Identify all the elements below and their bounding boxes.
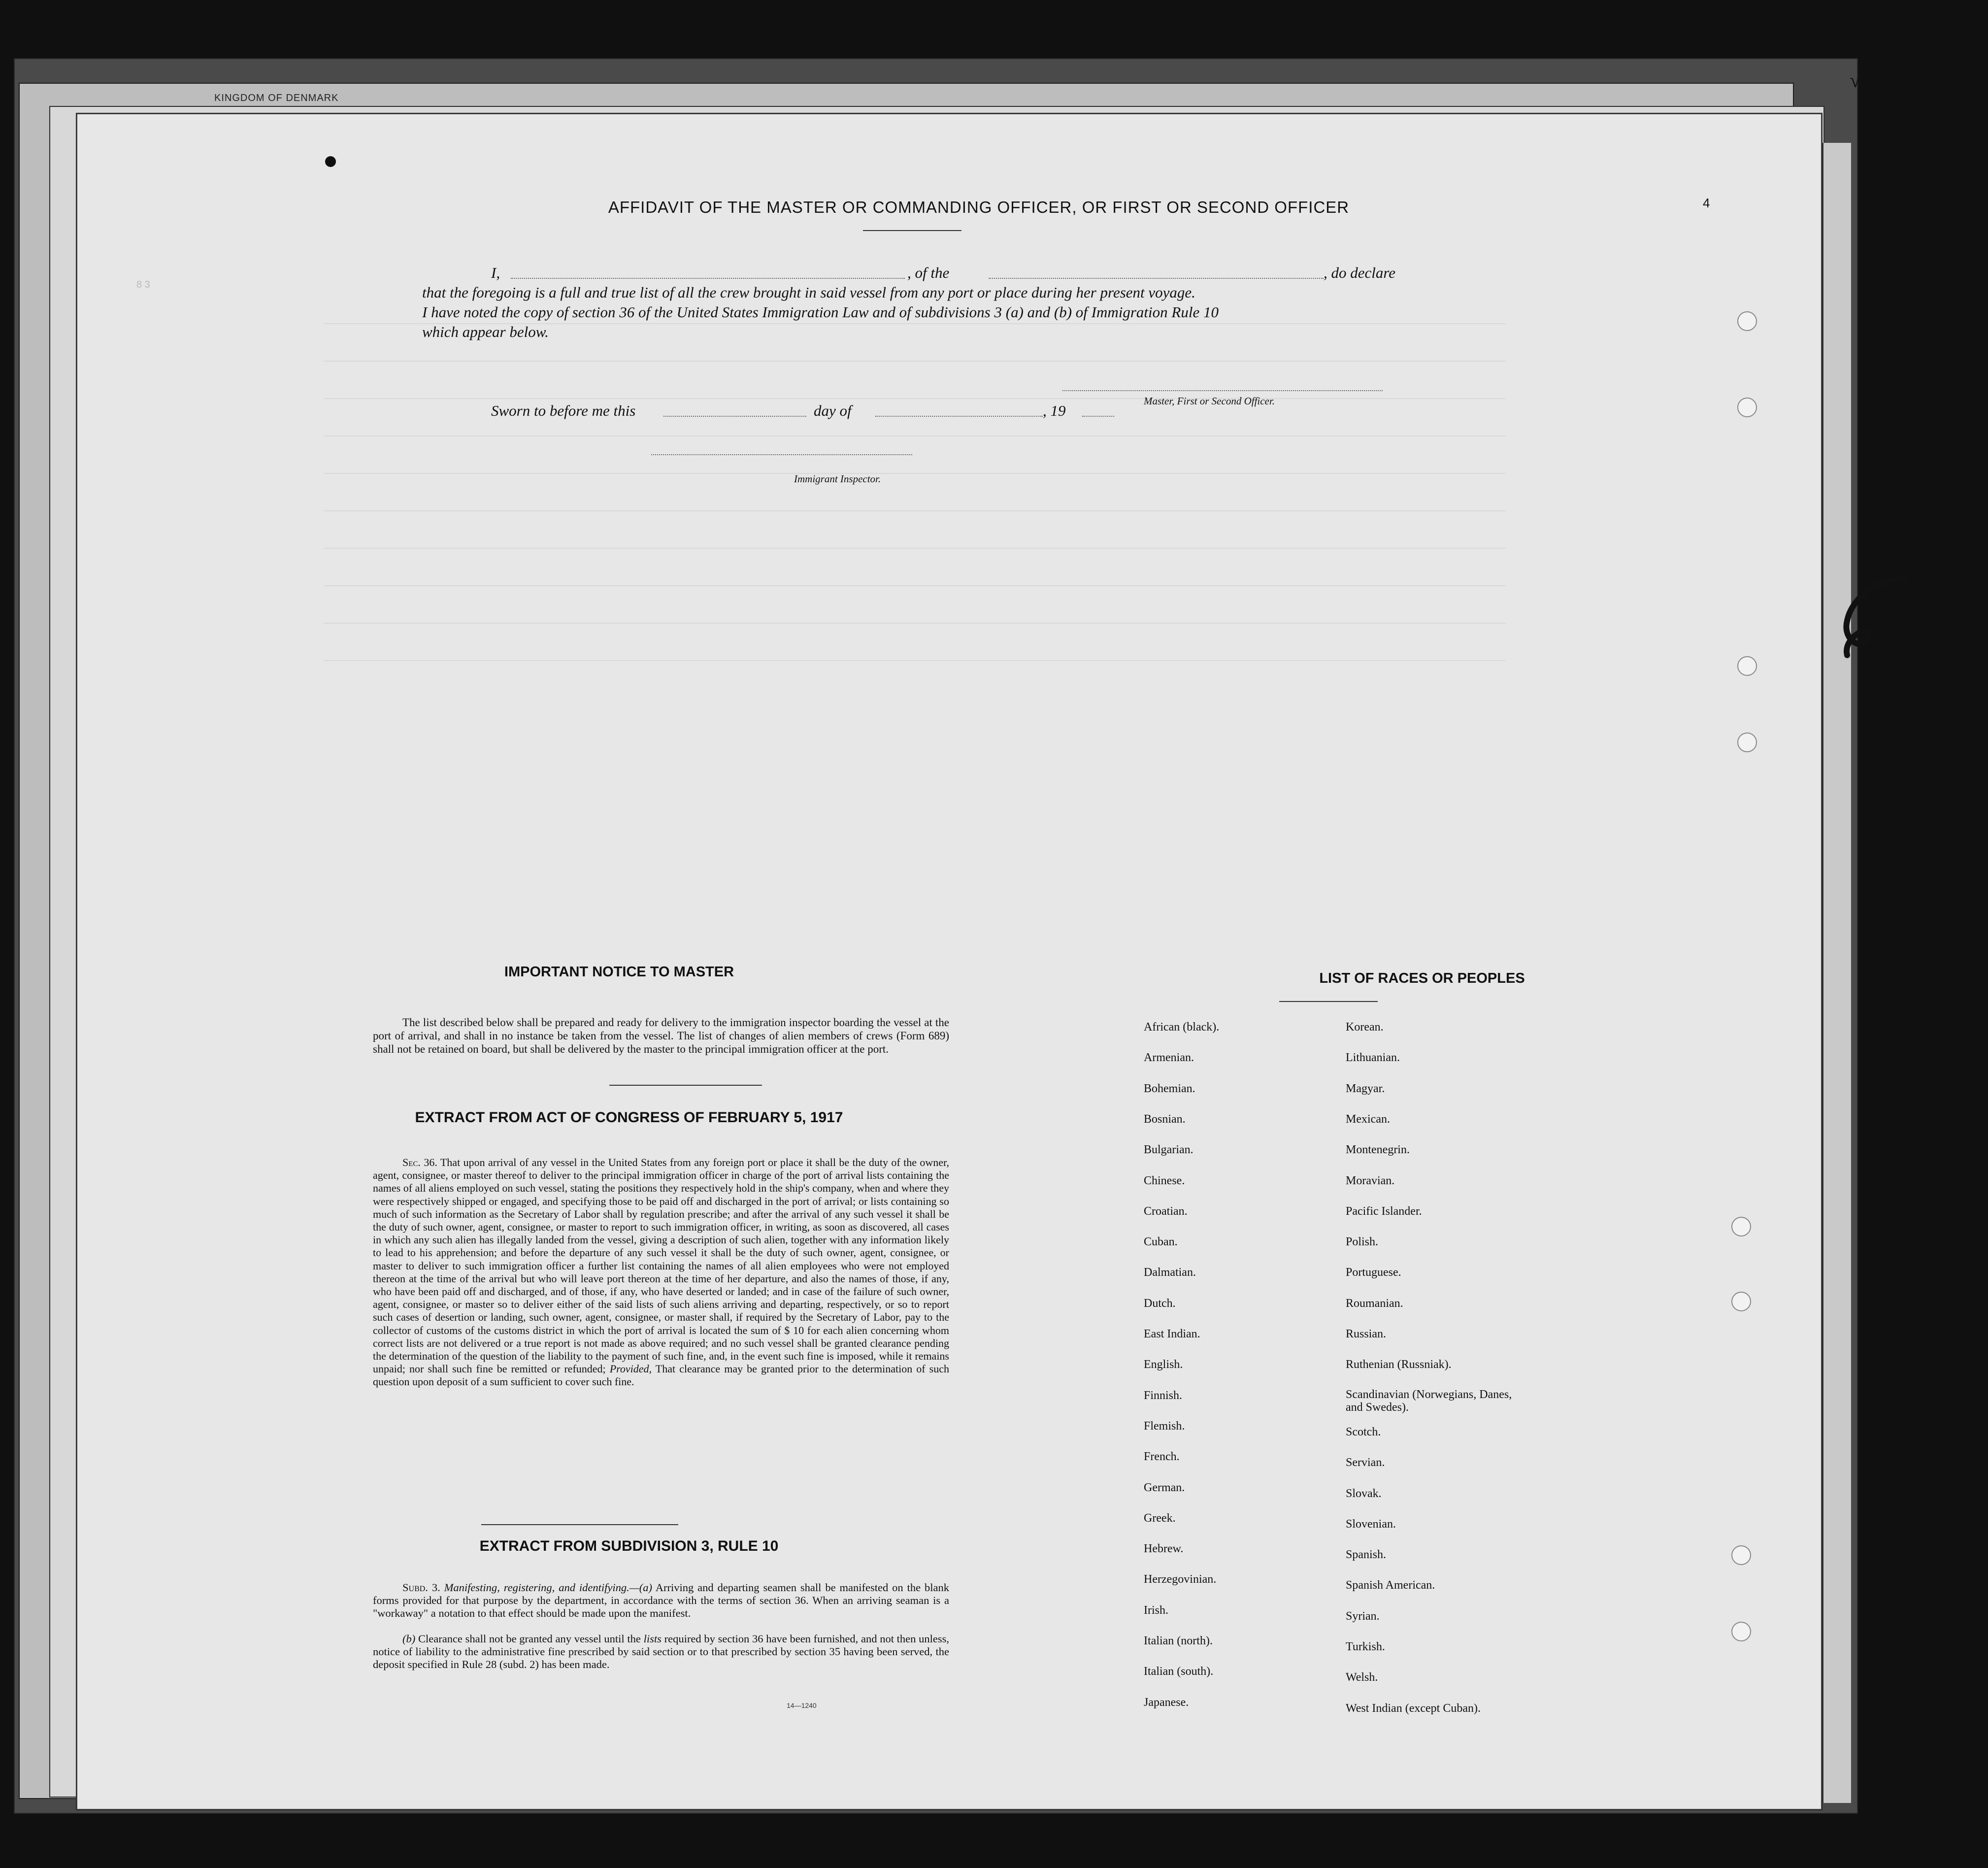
bleed-through-mark: 8 3: [136, 279, 150, 290]
race-item: Scandinavian (Norwegians, Danes, and Swedes).: [1346, 1388, 1512, 1414]
section-label: Sec. 36.: [402, 1156, 437, 1168]
sworn-year: , 19: [1043, 402, 1066, 419]
handwritten-tick: √: [1850, 69, 1861, 92]
race-item: Flemish.: [1144, 1419, 1185, 1433]
provided-word: Provided,: [609, 1363, 652, 1375]
title-rule: [863, 230, 961, 231]
sworn-day-blank[interactable]: [663, 416, 806, 417]
handwritten-mark: [1822, 567, 1921, 690]
race-item: Croatian.: [1144, 1204, 1188, 1218]
master-signature-label: Master, First or Second Officer.: [1144, 395, 1275, 407]
race-item: Cuban.: [1144, 1235, 1178, 1249]
race-item: French.: [1144, 1450, 1180, 1464]
stacked-sheet-edges: [1822, 143, 1851, 1803]
race-item: Armenian.: [1144, 1051, 1194, 1065]
race-item: Finnish.: [1144, 1389, 1183, 1402]
race-item: Welsh.: [1346, 1671, 1378, 1684]
race-item: Greek.: [1144, 1511, 1176, 1525]
race-item: Roumanian.: [1346, 1297, 1403, 1310]
extract-rule-b: [373, 1633, 949, 1671]
race-item: Syrian.: [1346, 1609, 1380, 1623]
notice-rule: [609, 1085, 762, 1086]
race-item: Irish.: [1144, 1603, 1168, 1617]
races-rule: [1279, 1001, 1378, 1002]
race-item: Mexican.: [1346, 1112, 1390, 1126]
clause-a-label: —(a): [629, 1581, 653, 1594]
affidavit-of-the: , of the: [907, 264, 950, 281]
race-item: Russian.: [1346, 1328, 1387, 1340]
race-item: Korean.: [1346, 1021, 1384, 1034]
race-item: Montenegrin.: [1346, 1143, 1410, 1157]
vessel-name-blank[interactable]: [989, 278, 1324, 279]
extract-rule-title: EXTRACT FROM SUBDIVISION 3, RULE 10: [479, 1538, 779, 1554]
race-item: Slovak.: [1346, 1487, 1382, 1500]
sworn-line: [491, 401, 1181, 421]
race-item: Japanese.: [1144, 1696, 1189, 1709]
race-item: Turkish.: [1346, 1640, 1385, 1653]
affidavit-line-2: that the foregoing is a full and true list of all the crew brought in said vessel from any port or place during her present voyage.: [422, 284, 1195, 301]
affidavit-declare: , do declare: [1324, 264, 1396, 281]
clause-b-text-2: required by section 36 have been furnished, and not then unless, notice of liability to the administrative fine prescribed by said section or to that prescribed by section 35 having been served, the deposit specified in Rule 28 (subd. 2) has been made.: [373, 1633, 950, 1670]
race-item: Servian.: [1346, 1456, 1385, 1469]
race-item: East Indian.: [1144, 1328, 1200, 1340]
affidavit-line-3: I have noted the copy of section 36 of the United States Immigration Law and of subdivisions 3 (a) and (b) of Immigration Rule 10: [422, 303, 1219, 321]
race-item: Portuguese.: [1346, 1266, 1401, 1279]
section-text-a: That upon arrival of any vessel in the United States from any foreign port or place it shall be the duty of the owner, agent, consignee, or master thereof to deliver to the principal immigration officer in charge of the port of arrival lists containing the names of all aliens employed on such vessel, stating the positions they respectively hold in the ship's company, when and where they were respectively shipped or engaged, and specifying those to be paid off and discharged in the port of arrival; or lists containing so much of such information as the Secretary of Labor shall by regulation prescribe; and after the arrival of any such vessel it shall be the duty of such owner, agent, consignee, or master to report to such immigration officer, in writing, as soon as discovered, all cases in which any such alien has illegally landed from the vessel, giving a description of such alien, together with any information likely to lead to his apprehension; and before the departure of any such vessel it shall be the duty of such owner, agent, consignee, or master to deliver to such immigration officer a further list containing the names of all alien employees who were not employed thereon at the time of the arrival but who will leave port thereon at the time of her departure, and also the names of those, if any, who have been paid off and discharged, and of those, if any, who have deserted or landed; and in case of the failure of such owner, agent, consignee, or master so to deliver either of the said lists of such aliens arriving and departing, respectively, or so to report such cases of desertion or landing, such owner, agent, consignee, or master shall, if required by the Secretary of Labor, pay to the collector of customs of the customs district in which the port of arrival is located the sum of $ 10 for each alien concerning whom correct lists are not delivered or a true report is not made as above required; and no such vessel shall be granted clearance pending the determination of the question of the liability to the payment of such fine, and, in the event such fine is imposed, while it remains unpaid; nor shall such fine be remitted or refunded;: [373, 1156, 950, 1375]
affidavit-line-1: [491, 263, 1476, 283]
race-item: Bohemian.: [1144, 1082, 1195, 1095]
affidavit-title: AFFIDAVIT OF THE MASTER OR COMMANDING OFFICER, OR FIRST OR SECOND OFFICER: [608, 198, 1350, 216]
punch-hole: [1731, 1622, 1751, 1641]
extract-act-rule: [481, 1524, 678, 1525]
race-item: German.: [1144, 1481, 1185, 1494]
notice-text: The list described below shall be prepared and ready for delivery to the immigration inspector boarding the vessel at the port of arrival, and shall in no instance be taken from the vessel. The list of changes of alien members of crews (Form 689) shall not be retained on board, but shall be delivered by the master to the principal immigration officer at the port.: [373, 1016, 949, 1055]
extract-act-title: EXTRACT FROM ACT OF CONGRESS OF FEBRUARY 5, 1917: [415, 1109, 843, 1126]
race-item: Moravian.: [1346, 1174, 1395, 1187]
inspector-signature-blank[interactable]: [651, 454, 912, 455]
sworn-text: Sworn to before me this: [491, 402, 636, 419]
race-item: Bosnian.: [1144, 1112, 1186, 1126]
race-item: Hebrew.: [1144, 1542, 1184, 1556]
bleed-through-ruling: [324, 287, 1506, 691]
race-item: African (black).: [1144, 1021, 1220, 1034]
race-item: Pacific Islander.: [1346, 1204, 1422, 1218]
inspector-signature-label: Immigrant Inspector.: [794, 473, 881, 485]
race-item: Magyar.: [1346, 1082, 1385, 1095]
punch-hole: [1737, 311, 1757, 331]
race-item: Dutch.: [1144, 1297, 1176, 1310]
notice-title: IMPORTANT NOTICE TO MASTER: [504, 964, 734, 980]
affidavit-i: I,: [491, 264, 500, 281]
form-code: 14—1240: [787, 1701, 817, 1709]
race-item: Polish.: [1346, 1235, 1379, 1249]
sworn-month-blank[interactable]: [875, 416, 1043, 417]
sworn-day-of: day of: [814, 402, 852, 419]
sworn-year-blank[interactable]: [1082, 416, 1114, 417]
clause-b-lists: lists: [643, 1633, 662, 1645]
punch-hole: [1737, 733, 1757, 752]
page-number: 4: [1703, 196, 1710, 210]
race-item: Ruthenian (Russniak).: [1346, 1358, 1452, 1371]
officer-name-blank[interactable]: [511, 278, 905, 279]
race-item: West Indian (except Cuban).: [1346, 1701, 1481, 1715]
punch-hole: [1731, 1292, 1751, 1311]
race-item: Slovenian.: [1346, 1517, 1396, 1531]
subdivision-title: Manifesting, registering, and identifying.: [444, 1581, 630, 1594]
section-text-b: That clearance may be granted prior to the determination of such question upon deposit of a sum sufficient to cover such fine.: [373, 1363, 949, 1388]
manifest-page: [76, 113, 1822, 1810]
header-strip: KINGDOM OF DENMARK: [214, 93, 339, 103]
race-item: Spanish.: [1346, 1548, 1387, 1562]
punch-hole: [1737, 398, 1757, 417]
extract-rule-a: [373, 1581, 949, 1620]
extract-act-text: [373, 1156, 949, 1389]
punch-hole: [1731, 1217, 1751, 1236]
race-item: Italian (south).: [1144, 1665, 1214, 1678]
master-signature-blank[interactable]: [1062, 390, 1383, 391]
affidavit-line-4: which appear below.: [422, 323, 549, 340]
race-item: Dalmatian.: [1144, 1266, 1196, 1279]
race-item: Scotch.: [1346, 1425, 1381, 1438]
tack-mark: [325, 156, 336, 167]
punch-hole: [1731, 1545, 1751, 1565]
subdivision-label: Subd. 3.: [402, 1581, 440, 1594]
race-item: Chinese.: [1144, 1174, 1185, 1187]
race-item: Herzegovinian.: [1144, 1573, 1217, 1586]
race-item: Bulgarian.: [1144, 1143, 1193, 1157]
clause-b-text-1: Clearance shall not be granted any vessel until the: [418, 1633, 641, 1645]
punch-hole: [1737, 656, 1757, 676]
race-item: Lithuanian.: [1346, 1051, 1400, 1065]
race-item: Italian (north).: [1144, 1634, 1213, 1647]
race-item: Spanish American.: [1346, 1579, 1435, 1592]
race-item: English.: [1144, 1358, 1183, 1371]
clause-a-text: Arriving and departing seamen shall be manifested on the blank forms provided for that purpose by the department, in accordance with the terms of section 36. When an arriving seaman is a "workaway" a notation to that effect should be made upon the manifest.: [373, 1581, 950, 1619]
races-title: LIST OF RACES OR PEOPLES: [1319, 970, 1525, 986]
clause-b-label: (b): [402, 1633, 416, 1645]
